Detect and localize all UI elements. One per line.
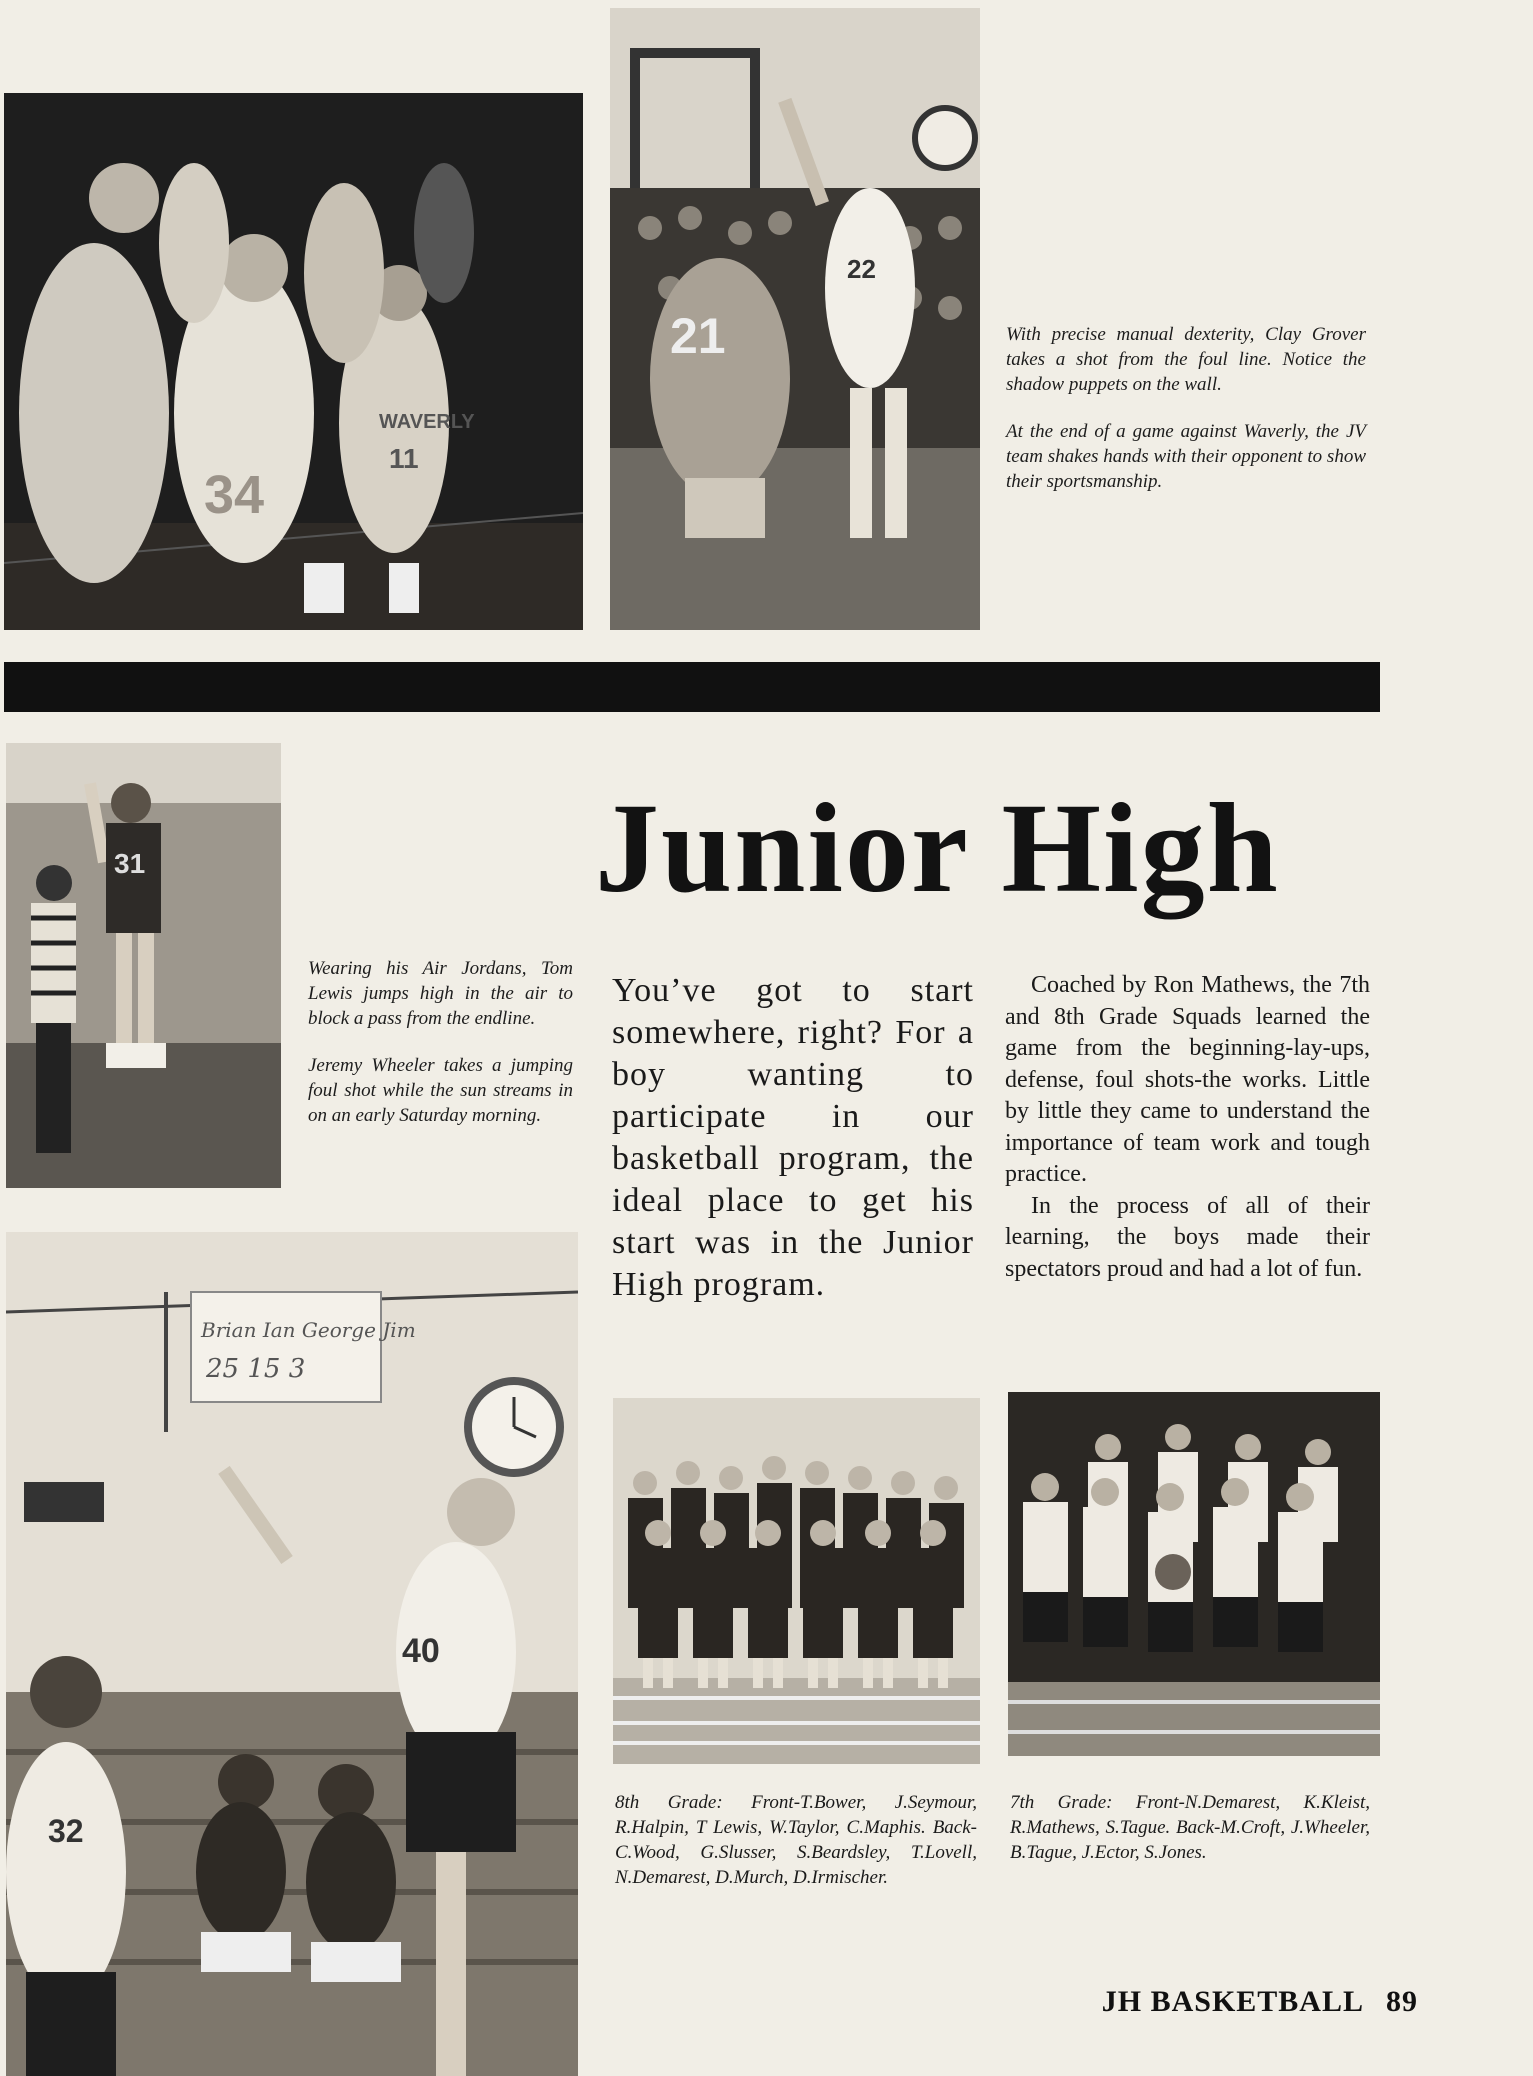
body-paragraph-2: In the process of all of their learning, the boys made their spectators proud and had a lot of fun. xyxy=(1005,1192,1370,1282)
block-photo xyxy=(6,743,281,1188)
page-title: Junior High xyxy=(595,777,1280,919)
scoreboard-names-text: Brian Ian George Jim xyxy=(201,1318,416,1342)
page-footer xyxy=(1102,1985,1418,2019)
foul-shot-photo xyxy=(610,8,980,630)
handshake-photo xyxy=(4,93,583,630)
jersey-11-text: 11 xyxy=(389,443,419,474)
body-paragraph-1: Coached by Ron Mathews, the 7th and 8th Grade Squads learned the game from the beginning-lay-ups, defense, foul shots-the works. Little by little they came to understand the importance of team work and tough practice. xyxy=(1005,972,1370,1187)
lead-paragraph: You’ve got to start somewhere, right? For a boy wanting to participate in our basketball program, the ideal place to get his start was in the Junior High program. xyxy=(612,972,974,1303)
foul-line-caption-block xyxy=(1006,322,1366,516)
jersey-32-text: 32 xyxy=(48,1813,84,1849)
jumping-foul-photo xyxy=(6,1232,578,2076)
page-number: 89 xyxy=(1386,1985,1418,2018)
divider-band xyxy=(4,662,1380,712)
jersey-40-text: 40 xyxy=(402,1632,440,1670)
body-text xyxy=(1005,970,1370,1285)
section-label: JH BASKETBALL xyxy=(1101,1985,1364,2018)
jersey-22-text: 22 xyxy=(847,254,876,284)
jersey-34-text: 34 xyxy=(204,465,265,525)
seventh-grade-team-photo xyxy=(1008,1392,1380,1756)
seventh-grade-caption: 7th Grade: Front-N.Demarest, K.Kleist, R.Mathews, S.Tague. Back-M.Croft, J.Wheeler, B.Tague, J.Ector, S.Jones. xyxy=(1010,1792,1370,1863)
eighth-grade-caption: 8th Grade: Front-T.Bower, J.Seymour, R.Halpin, T Lewis, W.Taylor, C.Maphis. Back-C.Wood, G.Slusser, S.Beardsley, T.Lovell, N.Demarest, D.Murch, D.Irmischer. xyxy=(615,1792,977,1888)
waverly-jersey-text: WAVERLY xyxy=(379,411,475,433)
jersey-21-text: 21 xyxy=(670,308,726,364)
scoreboard-scores-text: 25 15 3 xyxy=(206,1354,306,1384)
air-jordans-caption: Wearing his Air Jordans, Tom Lewis jumps high in the air to block a pass from the endline. xyxy=(308,958,573,1029)
air-jordans-caption-block xyxy=(308,956,573,1150)
handshake-caption: At the end of a game against Waverly, the JV team shakes hands with their opponent to show their sportsmanship. xyxy=(1006,421,1366,492)
foul-line-caption: With precise manual dexterity, Clay Grover takes a shot from the foul line. Notice the shadow puppets on the wall. xyxy=(1006,324,1366,395)
eighth-grade-team-photo xyxy=(613,1398,980,1764)
jersey-31-text: 31 xyxy=(114,848,146,879)
jumping-foul-caption: Jeremy Wheeler takes a jumping foul shot while the sun streams in on an early Saturday morning. xyxy=(308,1055,573,1126)
